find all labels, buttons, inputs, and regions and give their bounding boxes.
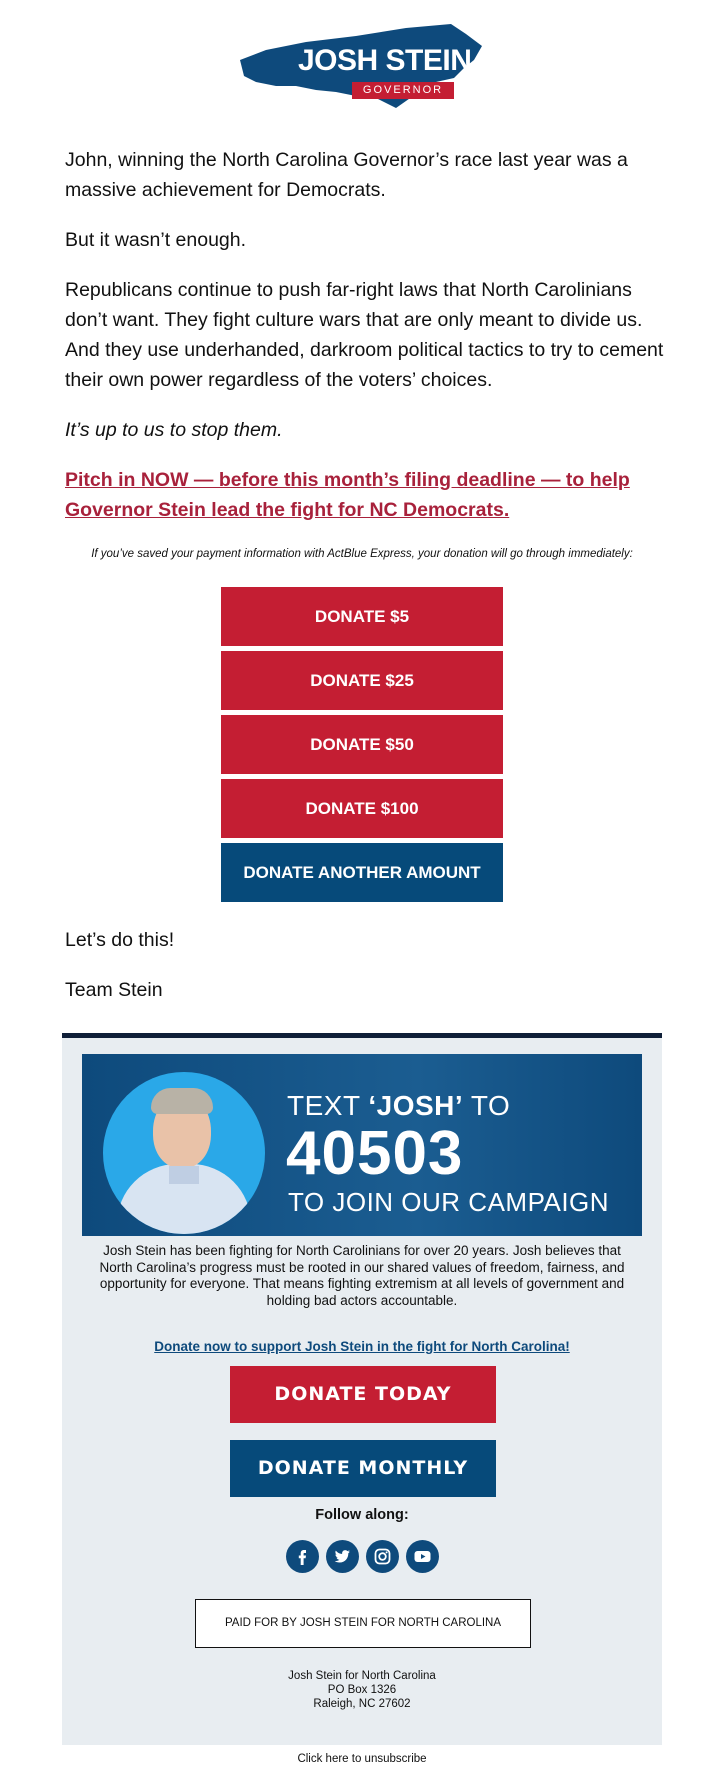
donate-today-button[interactable]: DONATE TODAY bbox=[230, 1366, 496, 1423]
candidate-photo bbox=[103, 1072, 265, 1234]
paragraph-intro: John, winning the North Carolina Governor’s race last year was a massive achievement for Democrats. bbox=[65, 149, 628, 201]
banner-join-text: TO JOIN OUR CAMPAIGN bbox=[288, 1187, 610, 1217]
email-body bbox=[65, 145, 665, 545]
unsubscribe-link[interactable]: Click here to unsubscribe bbox=[297, 1753, 427, 1765]
logo-subtitle: GOVERNOR bbox=[352, 82, 454, 99]
donate-25-button[interactable]: DONATE $25 bbox=[221, 651, 503, 710]
paragraph-republicans: Republicans continue to push far-right laws that North Carolinians don’t want. They fight culture wars that are only meant to divide us. And they use underhanded, darkroom political tactics to try to cement their own power regardless of the voters’ choices. bbox=[65, 279, 664, 391]
social-links bbox=[286, 1540, 440, 1574]
address-line-pobox: PO Box 1326 bbox=[327, 1684, 397, 1696]
banner-text-josh: TEXT ‘JOSH’ TO bbox=[287, 1090, 511, 1121]
paid-for-disclaimer: PAID FOR BY JOSH STEIN FOR NORTH CAROLINA bbox=[195, 1599, 531, 1648]
logo-name: JOSH STEIN bbox=[298, 44, 472, 77]
address-line-city: Raleigh, NC 27602 bbox=[313, 1698, 411, 1710]
youtube-icon[interactable] bbox=[406, 1540, 439, 1573]
follow-heading: Follow along: bbox=[315, 1507, 409, 1523]
instagram-icon[interactable] bbox=[366, 1540, 399, 1573]
paragraph-not-enough: But it wasn’t enough. bbox=[65, 229, 247, 251]
paragraph-stop-them: It’s up to us to stop them. bbox=[65, 419, 283, 441]
donate-monthly-button[interactable]: DONATE MONTHLY bbox=[230, 1440, 496, 1497]
donate-another-amount-button[interactable]: DONATE ANOTHER AMOUNT bbox=[221, 843, 503, 902]
donate-50-button[interactable]: DONATE $50 bbox=[221, 715, 503, 774]
donate-5-button[interactable]: DONATE $5 bbox=[221, 587, 503, 646]
donate-100-button[interactable]: DONATE $100 bbox=[221, 779, 503, 838]
twitter-icon[interactable] bbox=[326, 1540, 359, 1573]
signoff-team: Team Stein bbox=[65, 979, 163, 1001]
banner-number: 40503 bbox=[286, 1119, 464, 1188]
support-link[interactable]: Donate now to support Josh Stein in the fight for North Carolina! bbox=[154, 1339, 570, 1354]
actblue-note: If you’ve saved your payment information with ActBlue Express, your donation will go through immediately: bbox=[91, 548, 633, 560]
about-text: Josh Stein has been fighting for North Carolinians for over 20 years. Josh believes that North Carolina’s progress must be rooted in our shared values of freedom, fairness, and opportunity for everyone. That means fighting extremism at all levels of government and holding bad actors accountable. bbox=[99, 1243, 625, 1308]
mailing-address bbox=[0, 1669, 712, 1711]
text-to-join-banner[interactable] bbox=[82, 1054, 642, 1236]
address-line-org: Josh Stein for North Carolina bbox=[288, 1670, 436, 1682]
signoff-line: Let’s do this! bbox=[65, 929, 175, 951]
header-logo bbox=[0, 20, 712, 115]
facebook-icon[interactable] bbox=[286, 1540, 319, 1573]
pitch-in-link[interactable]: Pitch in NOW — before this month’s filing deadline — to help Governor Stein lead the fight for NC Democrats. bbox=[65, 469, 630, 521]
